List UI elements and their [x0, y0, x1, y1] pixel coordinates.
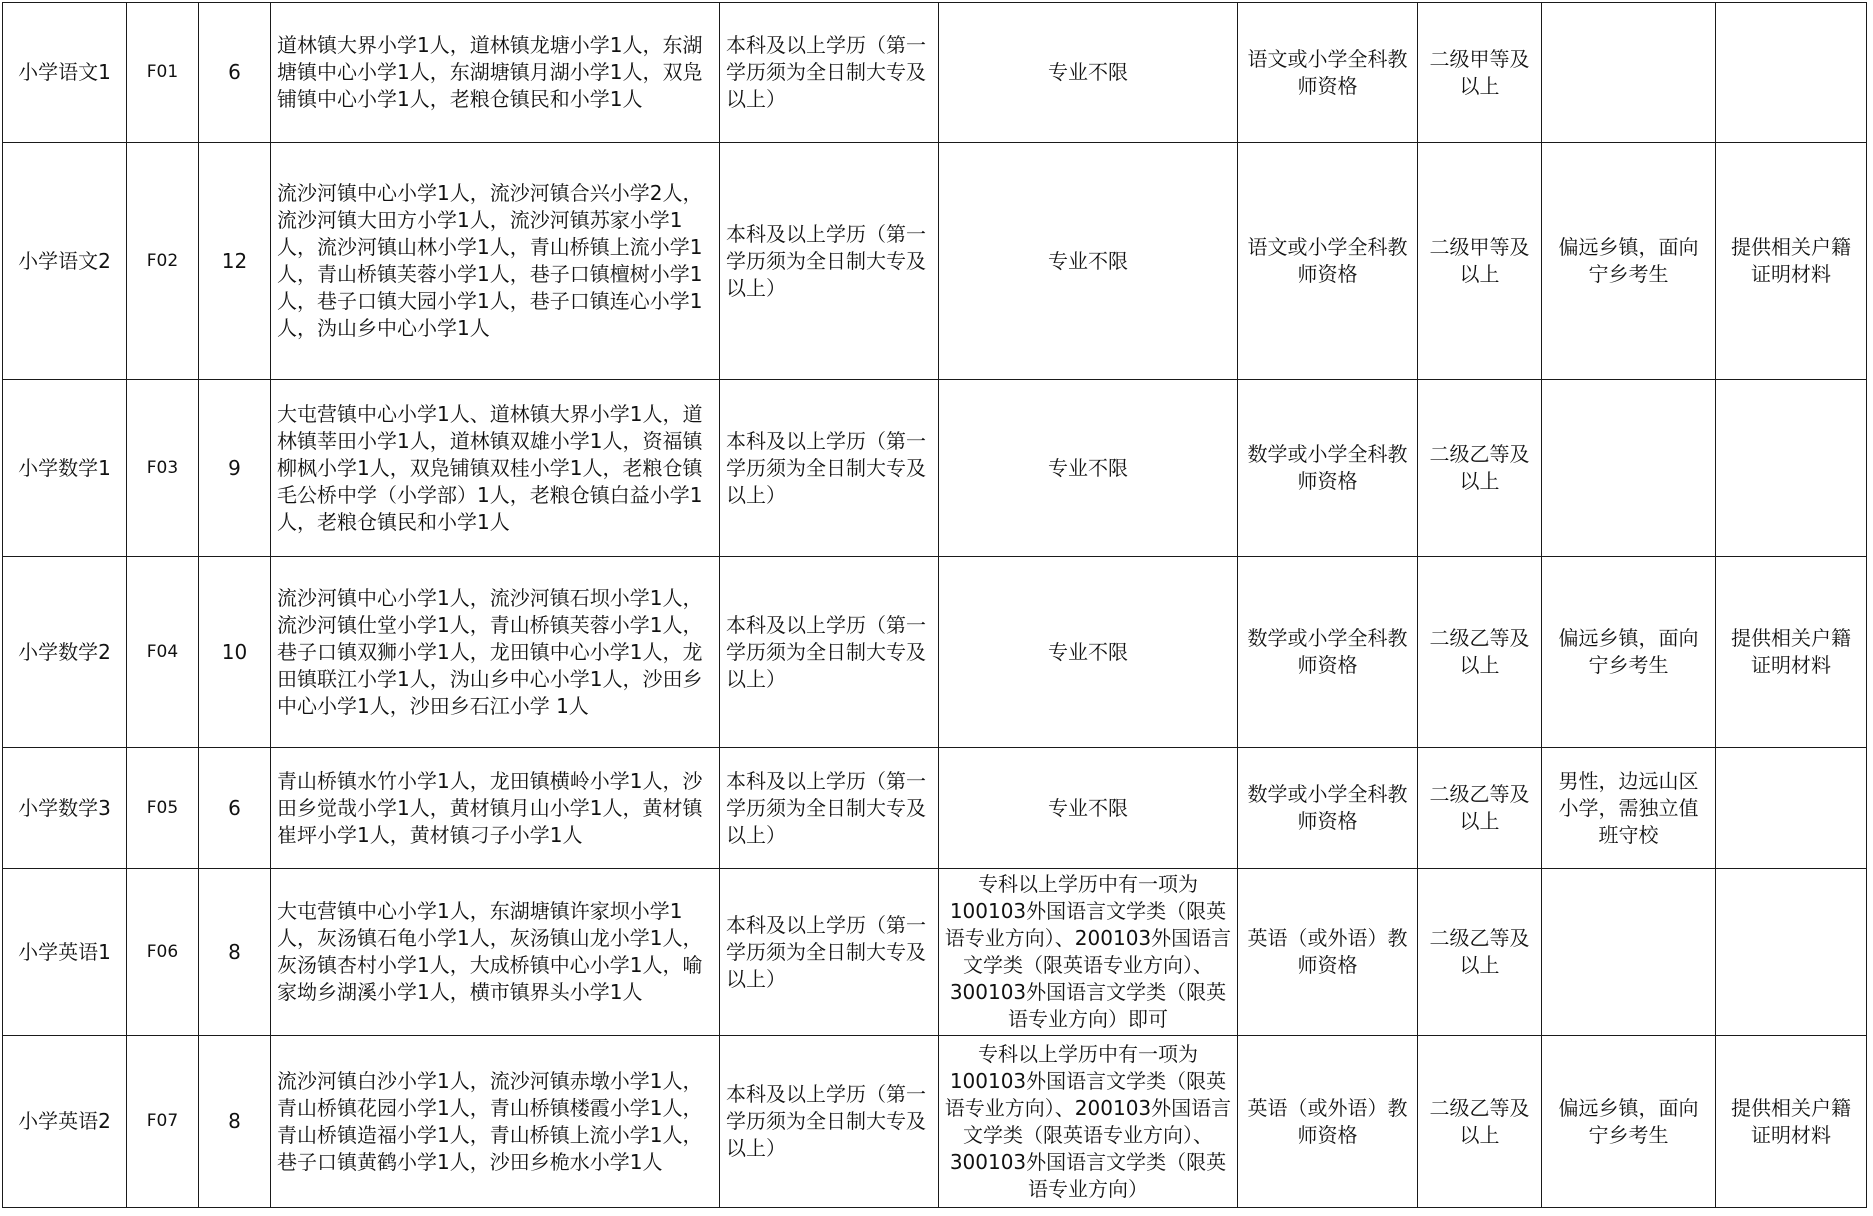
- note-cell: 提供相关户籍证明材料: [1716, 1036, 1867, 1208]
- mandarin-level-cell: 二级甲等及以上: [1418, 3, 1542, 143]
- condition-cell: 偏远乡镇，面向宁乡考生: [1542, 1036, 1716, 1208]
- education-cell: 本科及以上学历（第一学历须为全日制大专及以上）: [720, 557, 939, 748]
- table-row: [3, 143, 1867, 380]
- headcount-cell: 6: [199, 3, 271, 143]
- table-row: [3, 3, 1867, 143]
- post-name-cell: 小学语文2: [3, 143, 127, 380]
- note-cell: [1716, 748, 1867, 869]
- education-cell: 本科及以上学历（第一学历须为全日制大专及以上）: [720, 380, 939, 557]
- post-name-cell: 小学数学3: [3, 748, 127, 869]
- note-cell: 提供相关户籍证明材料: [1716, 143, 1867, 380]
- schools-cell: 道林镇大界小学1人，道林镇龙塘小学1人，东湖塘镇中心小学1人，东湖塘镇月湖小学1人，双凫铺镇中心小学1人，老粮仓镇民和小学1人: [271, 3, 720, 143]
- major-cell: 专业不限: [939, 3, 1238, 143]
- table-row: [3, 557, 1867, 748]
- education-cell: 本科及以上学历（第一学历须为全日制大专及以上）: [720, 748, 939, 869]
- headcount-cell: 6: [199, 748, 271, 869]
- education-cell: 本科及以上学历（第一学历须为全日制大专及以上）: [720, 1036, 939, 1208]
- mandarin-level-cell: 二级甲等及以上: [1418, 143, 1542, 380]
- major-cell: 专业不限: [939, 748, 1238, 869]
- major-cell: 专科以上学历中有一项为100103外国语言文学类（限英语专业方向）、200103外国语言文学类（限英语专业方向）、300103外国语言文学类（限英语专业方向）即可: [939, 869, 1238, 1036]
- certificate-cell: 英语（或外语）教师资格: [1238, 869, 1418, 1036]
- schools-cell: 流沙河镇中心小学1人，流沙河镇合兴小学2人，流沙河镇大田方小学1人，流沙河镇苏家小学1人，流沙河镇山林小学1人，青山桥镇上流小学1人，青山桥镇芙蓉小学1人，巷子口镇檀树小学1人，巷子口镇大园小学1人，巷子口镇连心小学1人，沩山乡中心小学1人: [271, 143, 720, 380]
- condition-cell: 偏远乡镇，面向宁乡考生: [1542, 557, 1716, 748]
- major-cell: 专业不限: [939, 380, 1238, 557]
- certificate-cell: 数学或小学全科教师资格: [1238, 748, 1418, 869]
- post-name-cell: 小学英语1: [3, 869, 127, 1036]
- education-cell: 本科及以上学历（第一学历须为全日制大专及以上）: [720, 869, 939, 1036]
- recruitment-table: [2, 2, 1867, 1208]
- post-code-cell: F04: [127, 557, 199, 748]
- note-cell: [1716, 380, 1867, 557]
- post-name-cell: 小学数学1: [3, 380, 127, 557]
- table-row: [3, 869, 1867, 1036]
- headcount-cell: 10: [199, 557, 271, 748]
- mandarin-level-cell: 二级乙等及以上: [1418, 380, 1542, 557]
- post-name-cell: 小学语文1: [3, 3, 127, 143]
- certificate-cell: 语文或小学全科教师资格: [1238, 3, 1418, 143]
- schools-cell: 青山桥镇水竹小学1人，龙田镇横岭小学1人，沙田乡觉哉小学1人，黄材镇月山小学1人，黄材镇崔坪小学1人，黄材镇刁子小学1人: [271, 748, 720, 869]
- certificate-cell: 英语（或外语）教师资格: [1238, 1036, 1418, 1208]
- schools-cell: 大屯营镇中心小学1人、道林镇大界小学1人，道林镇莘田小学1人，道林镇双雄小学1人，资福镇柳枫小学1人，双凫铺镇双桂小学1人，老粮仓镇毛公桥中学（小学部）1人，老粮仓镇白益小学1人，老粮仓镇民和小学1人: [271, 380, 720, 557]
- certificate-cell: 语文或小学全科教师资格: [1238, 143, 1418, 380]
- post-code-cell: F07: [127, 1036, 199, 1208]
- post-name-cell: 小学数学2: [3, 557, 127, 748]
- schools-cell: 流沙河镇白沙小学1人，流沙河镇赤墩小学1人，青山桥镇花园小学1人，青山桥镇楼霞小学1人，青山桥镇造福小学1人，青山桥镇上流小学1人，巷子口镇黄鹤小学1人，沙田乡桅水小学1人: [271, 1036, 720, 1208]
- certificate-cell: 数学或小学全科教师资格: [1238, 380, 1418, 557]
- mandarin-level-cell: 二级乙等及以上: [1418, 1036, 1542, 1208]
- schools-cell: 流沙河镇中心小学1人，流沙河镇石坝小学1人，流沙河镇仕堂小学1人，青山桥镇芙蓉小学1人，巷子口镇双狮小学1人，龙田镇中心小学1人，龙田镇联江小学1人，沩山乡中心小学1人，沙田乡中心小学1人，沙田乡石江小学 1人: [271, 557, 720, 748]
- education-cell: 本科及以上学历（第一学历须为全日制大专及以上）: [720, 143, 939, 380]
- note-cell: [1716, 3, 1867, 143]
- note-cell: [1716, 869, 1867, 1036]
- major-cell: 专业不限: [939, 143, 1238, 380]
- major-cell: 专科以上学历中有一项为100103外国语言文学类（限英语专业方向）、200103外国语言文学类（限英语专业方向）、300103外国语言文学类（限英语专业方向）: [939, 1036, 1238, 1208]
- post-name-cell: 小学英语2: [3, 1036, 127, 1208]
- mandarin-level-cell: 二级乙等及以上: [1418, 869, 1542, 1036]
- major-cell: 专业不限: [939, 557, 1238, 748]
- schools-cell: 大屯营镇中心小学1人，东湖塘镇许家坝小学1人，灰汤镇石龟小学1人，灰汤镇山龙小学1人，灰汤镇杏村小学1人，大成桥镇中心小学1人，喻家坳乡湖溪小学1人，横市镇界头小学1人: [271, 869, 720, 1036]
- post-code-cell: F06: [127, 869, 199, 1036]
- condition-cell: [1542, 869, 1716, 1036]
- headcount-cell: 8: [199, 1036, 271, 1208]
- headcount-cell: 12: [199, 143, 271, 380]
- post-code-cell: F01: [127, 3, 199, 143]
- table-row: [3, 380, 1867, 557]
- certificate-cell: 数学或小学全科教师资格: [1238, 557, 1418, 748]
- table-row: [3, 748, 1867, 869]
- education-cell: 本科及以上学历（第一学历须为全日制大专及以上）: [720, 3, 939, 143]
- mandarin-level-cell: 二级乙等及以上: [1418, 748, 1542, 869]
- headcount-cell: 8: [199, 869, 271, 1036]
- post-code-cell: F03: [127, 380, 199, 557]
- post-code-cell: F05: [127, 748, 199, 869]
- mandarin-level-cell: 二级乙等及以上: [1418, 557, 1542, 748]
- headcount-cell: 9: [199, 380, 271, 557]
- condition-cell: 男性，边远山区小学，需独立值班守校: [1542, 748, 1716, 869]
- post-code-cell: F02: [127, 143, 199, 380]
- table-row: [3, 1036, 1867, 1208]
- condition-cell: [1542, 3, 1716, 143]
- note-cell: 提供相关户籍证明材料: [1716, 557, 1867, 748]
- condition-cell: 偏远乡镇，面向宁乡考生: [1542, 143, 1716, 380]
- condition-cell: [1542, 380, 1716, 557]
